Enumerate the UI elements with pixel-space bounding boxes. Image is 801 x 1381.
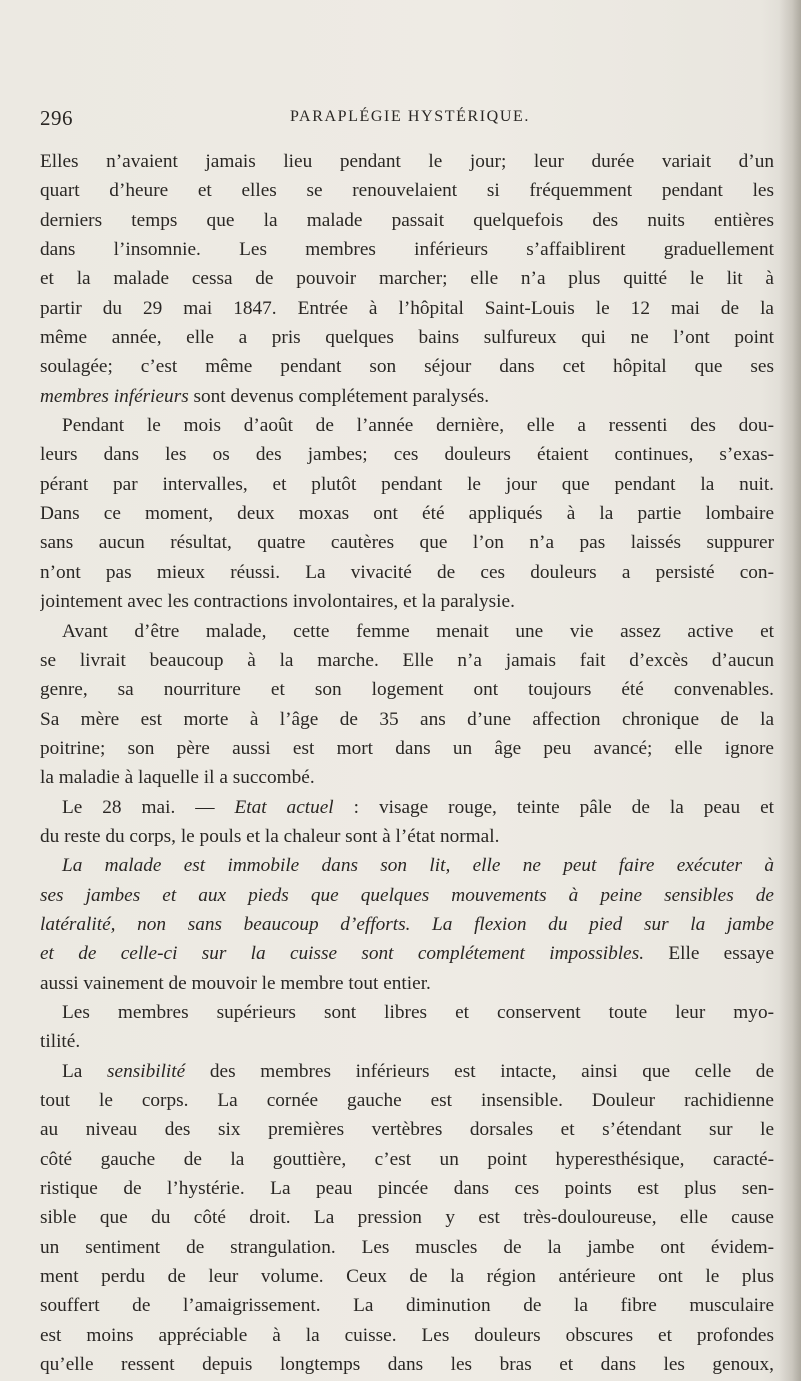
text-line: est moins appréciable à la cuisse. Les douleurs obscures et profondes: [40, 1324, 774, 1346]
text-line: pérant par intervalles, et plutôt pendant le jour que pendant la nuit.: [40, 473, 774, 495]
text-line: leurs dans les os des jambes; ces douleurs étaient continues, s’exas-: [40, 444, 774, 466]
text-line: aussi vainement de mouvoir le membre tout entier.: [40, 972, 431, 994]
text-line: côté gauche de la gouttière, c’est un point hyperesthésique, caracté-: [40, 1148, 774, 1170]
text-line: Sa mère est morte à l’âge de 35 ans d’une affection chronique de la: [40, 708, 774, 730]
text-line: Les membres supérieurs sont libres et conservent toute leur myo-: [62, 1001, 774, 1023]
text-line: partir du 29 mai 1847. Entrée à l’hôpital Saint-Louis le 12 mai de la: [40, 297, 774, 319]
text-line: genre, sa nourriture et son logement ont toujours été convenables.: [40, 679, 774, 701]
text-line: au niveau des six premières vertèbres dorsales et s’étendant sur le: [40, 1119, 774, 1141]
text-line: Pendant le mois d’août de l’année dernière, elle a ressenti des dou-: [62, 415, 774, 437]
text-line: et la malade cessa de pouvoir marcher; elle n’a plus quitté le lit à: [40, 268, 774, 290]
text-line: Le 28 mai. — Etat actuel : visage rouge, teinte pâle de la peau et: [62, 796, 774, 818]
text-line: sans aucun résultat, quatre cautères que l’on n’a pas laissés suppurer: [40, 532, 774, 554]
text-line: Dans ce moment, deux moxas ont été appliqués à la partie lombaire: [40, 503, 774, 525]
running-title: PARAPLÉGIE HYSTÉRIQUE.: [290, 108, 530, 125]
text-line: derniers temps que la malade passait quelquefois des nuits entières: [40, 209, 774, 231]
page-edge-shadow: [779, 0, 801, 1381]
text-line: jointement avec les contractions involontaires, et la paralysie.: [40, 591, 515, 613]
page-header: [40, 106, 780, 136]
text-line: se livrait beaucoup à la marche. Elle n’a jamais fait d’excès d’aucun: [40, 649, 774, 671]
text-line: un sentiment de strangulation. Les muscles de la jambe ont évidem-: [40, 1236, 774, 1258]
text-line: membres inférieurs sont devenus complétement paralysés.: [40, 385, 490, 407]
body-text: [40, 147, 774, 1379]
text-line: quart d’heure et elles se renouvelaient si fréquemment pendant les: [40, 180, 774, 202]
text-line: souffert de l’amaigrissement. La diminution de la fibre musculaire: [40, 1295, 774, 1317]
text-line: Elles n’avaient jamais lieu pendant le jour; leur durée variait d’un: [40, 151, 774, 172]
text-line: tout le corps. La cornée gauche est insensible. Douleur rachidienne: [40, 1090, 774, 1111]
text-line: latéralité, non sans beaucoup d’efforts. La flexion du pied sur la jambe: [40, 913, 774, 935]
text-line: du reste du corps, le pouls et la chaleur sont à l’état normal.: [40, 825, 500, 847]
text-line: poitrine; son père aussi est mort dans un âge peu avancé; elle ignore: [40, 737, 774, 759]
text-line: La malade est immobile dans son lit, elle ne peut faire exécuter à: [62, 855, 774, 877]
page-number: 296: [40, 106, 73, 130]
text-line: qu’elle ressent depuis longtemps dans les bras et dans les genoux,: [40, 1354, 774, 1376]
text-line: dans l’insomnie. Les membres inférieurs s’affaiblirent graduellement: [40, 239, 774, 261]
text-line: soulagée; c’est même pendant son séjour dans cet hôpital que ses: [40, 356, 774, 378]
text-line: ristique de l’hystérie. La peau pincée dans ces points est plus sen-: [40, 1178, 774, 1200]
text-line: et de celle-ci sur la cuisse sont complétement impossibles. Elle essaye: [40, 943, 774, 965]
text-line: ment perdu de leur volume. Ceux de la région antérieure ont le plus: [40, 1266, 774, 1288]
text-line: même année, elle a pris quelques bains sulfureux qui ne l’ont point: [40, 327, 774, 349]
text-line: la maladie à laquelle il a succombé.: [40, 767, 315, 789]
text-line: ses jambes et aux pieds que quelques mouvements à peine sensibles de: [40, 884, 774, 906]
text-line: sible que du côté droit. La pression y est très-douloureuse, elle cause: [40, 1207, 774, 1229]
text-line: Avant d’être malade, cette femme menait une vie assez active et: [62, 620, 774, 642]
text-line: n’ont pas mieux réussi. La vivacité de ces douleurs a persisté con-: [40, 561, 774, 583]
text-line: La sensibilité des membres inférieurs est intacte, ainsi que celle de: [62, 1060, 774, 1082]
text-line: tilité.: [40, 1031, 81, 1053]
